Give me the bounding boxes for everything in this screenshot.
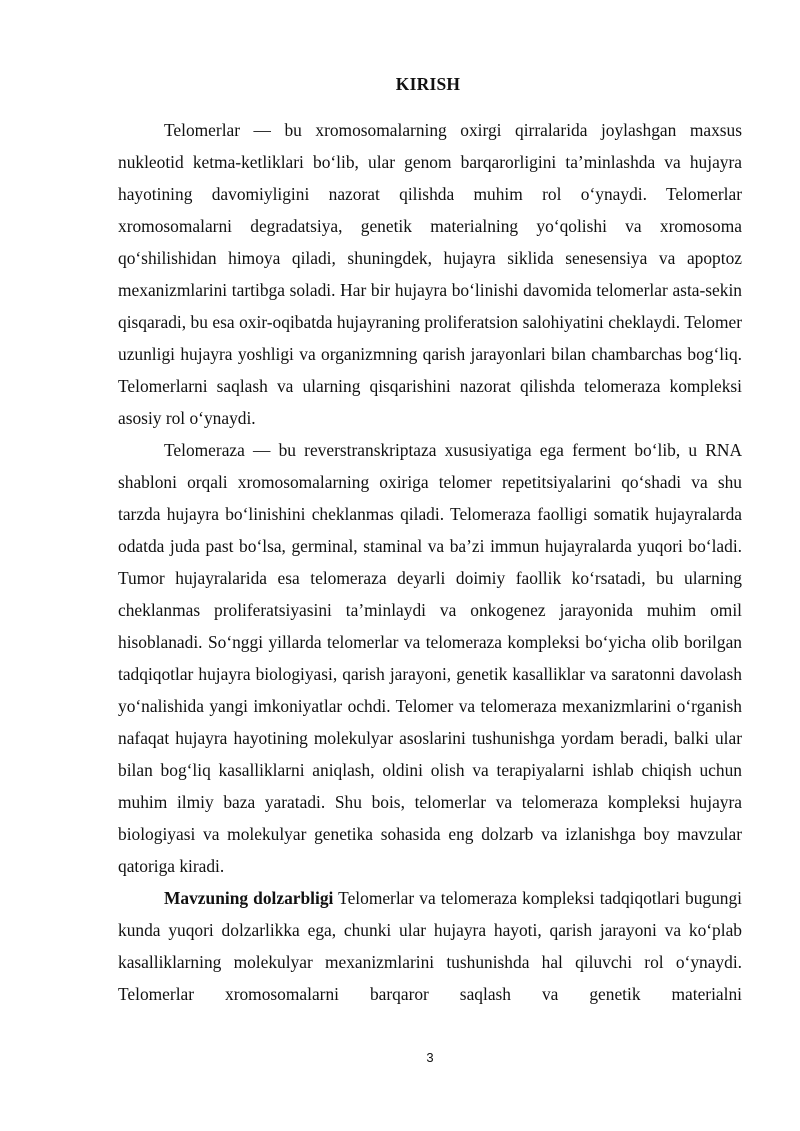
paragraph-telomeres: Telomerlar — bu xromosomalarning oxirgi qirralarida joylashgan maxsus nukleotid ketma-ketliklari bo‘lib, ular genom barqarorligini ta’minlashda va hujayra hayotining davomiyligini nazorat qilishda muhim rol o‘ynaydi. Telomerlar xromosomalarni degradatsiya, genetik materialning yo‘qolishi va xromosoma qo‘shilishidan himoya qiladi, shuningdek, hujayra siklida senesensiya va apoptoz mexanizmlarini tartibga soladi. Har bir hujayra bo‘linishi davomida telomerlar asta-sekin qisqaradi, bu esa oxir-oqibatda hujayraning proliferatsion salohiyatini cheklaydi. Telomer uzunligi hujayra yoshligi va organizmning qarish jarayonlari bilan chambarchas bog‘liq. Telomerlarni saqlash va ularning qisqarishini nazorat qilishda telomeraza kompleksi asosiy rol o‘ynaydi. (118, 120, 742, 428)
page-number: 3 (426, 1050, 434, 1065)
relevance-text: Telomerlar va telomeraza kompleksi tadqiqotlari bugungi kunda yuqori dolzarlikka ega, chunki ular hujayra hayoti, qarish jarayoni va ko‘plab kasalliklarning molekulyar mexanizmlarini tushunishda hal qiluvchi rol o‘ynaydi. Telomerlar xromosomalarni barqaror saqlash va genetik materialni (118, 888, 743, 1004)
section-heading: KIRISH (395, 74, 461, 94)
paragraph-relevance (118, 882, 742, 1010)
relevance-term: Mavzuning dolzarbligi (164, 888, 334, 908)
paragraph-telomerase: Telomeraza — bu reverstranskriptaza xususiyatiga ega ferment bo‘lib, u RNA shabloni orqali xromosomalarning oxiriga telomer repetitsiyalarini qo‘shadi va shu tarzda hujayra bo‘linishini cheklanmas qiladi. Telomeraza faolligi somatik hujayralarda odatda juda past bo‘lsa, germinal, staminal va ba’zi immun hujayralarda yuqori bo‘ladi. Tumor hujayralarida esa telomeraza deyarli doimiy faollik ko‘rsatadi, bu ularning cheklanmas proliferatsiyasini ta’minlaydi va onkogenez jarayonida muhim omil hisoblanadi. So‘nggi yillarda telomerlar va telomeraza kompleksi bo‘yicha olib borilgan tadqiqotlar hujayra biologiyasi, qarish jarayoni, genetik kasalliklar va saratonni davolash yo‘nalishida yangi imkoniyatlar ochdi. Telomer va telomeraza mexanizmlarini o‘rganish nafaqat hujayra hayotining molekulyar asoslarini tushunishga yordam beradi, balki ular bilan bog‘liq kasalliklarni aniqlash, oldini olish va terapiyalarni ishlab chiqish uchun muhim ilmiy baza yaratadi. Shu bois, telomerlar va telomeraza kompleksi hujayra biologiyasi va molekulyar genetika sohasida eng dolzarb va izlanishga boy mavzular qatoriga kiradi. (118, 440, 742, 876)
body-text (118, 114, 742, 1010)
